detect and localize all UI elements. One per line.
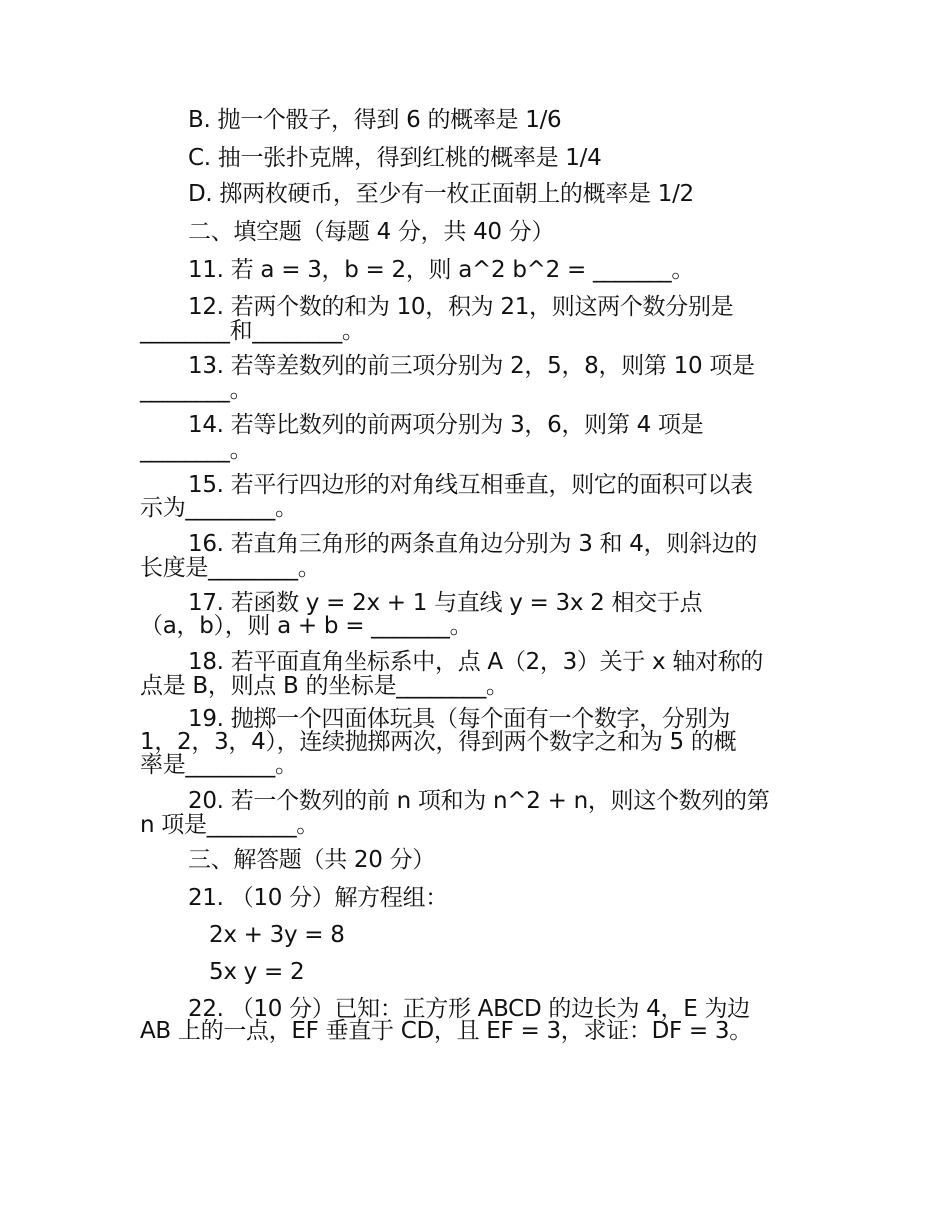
question-12-line2: ________和________。 <box>140 318 365 344</box>
question-20-line1: 20. 若一个数列的前 n 项和为 n^2 + n，则这个数列的第 <box>188 788 770 814</box>
question-19-line3: 率是________。 <box>140 752 298 778</box>
question-20-line2: n 项是________。 <box>140 812 319 838</box>
question-11: 11. 若 a = 3，b = 2，则 a^2 b^2 = _______。 <box>188 257 695 283</box>
option-c: C. 抽一张扑克牌，得到红桃的概率是 1/4 <box>188 145 602 171</box>
question-22-line2: AB 上的一点，EF 垂直于 CD，且 EF = 3，求证：DF = 3。 <box>140 1018 752 1044</box>
question-14-line1: 14. 若等比数列的前两项分别为 3，6，则第 4 项是 <box>188 412 704 438</box>
question-19-line2: 1，2，3，4），连续抛掷两次，得到两个数字之和为 5 的概 <box>140 729 737 755</box>
question-15-line1: 15. 若平行四边形的对角线互相垂直，则它的面积可以表 <box>188 472 753 498</box>
section-answer-title: 三、解答题（共 20 分） <box>188 847 435 873</box>
question-21-stem: 21. （10 分）解方程组： <box>188 885 448 911</box>
question-18-line1: 18. 若平面直角坐标系中，点 A（2，3）关于 x 轴对称的 <box>188 649 764 675</box>
question-22-line1: 22. （10 分）已知：正方形 ABCD 的边长为 4，E 为边 <box>188 996 750 1022</box>
question-14-line2: ________。 <box>140 437 253 463</box>
question-17-line2: （a，b），则 a + b = _______。 <box>140 613 473 639</box>
question-19-line1: 19. 抛掷一个四面体玩具（每个面有一个数字，分别为 <box>188 706 731 732</box>
question-16-line2: 长度是________。 <box>140 555 321 581</box>
option-b: B. 抛一个骰子，得到 6 的概率是 1/6 <box>188 107 562 133</box>
question-13-line2: ________。 <box>140 377 253 403</box>
question-21-equation-2: 5x y = 2 <box>209 959 305 985</box>
question-13-line1: 13. 若等差数列的前三项分别为 2，5，8，则第 10 项是 <box>188 353 755 379</box>
question-15-line2: 示为________。 <box>140 495 298 521</box>
question-12-line1: 12. 若两个数的和为 10，积为 21，则这两个数分别是 <box>188 294 734 320</box>
option-d: D. 掷两枚硬币，至少有一枚正面朝上的概率是 1/2 <box>188 181 694 207</box>
question-16-line1: 16. 若直角三角形的两条直角边分别为 3 和 4，则斜边的 <box>188 531 758 557</box>
question-18-line2: 点是 B，则点 B 的坐标是________。 <box>140 673 509 699</box>
question-17-line1: 17. 若函数 y = 2x + 1 与直线 y = 3x 2 相交于点 <box>188 590 703 616</box>
section-fill-title: 二、填空题（每题 4 分，共 40 分） <box>188 219 555 245</box>
question-21-equation-1: 2x + 3y = 8 <box>209 922 345 948</box>
